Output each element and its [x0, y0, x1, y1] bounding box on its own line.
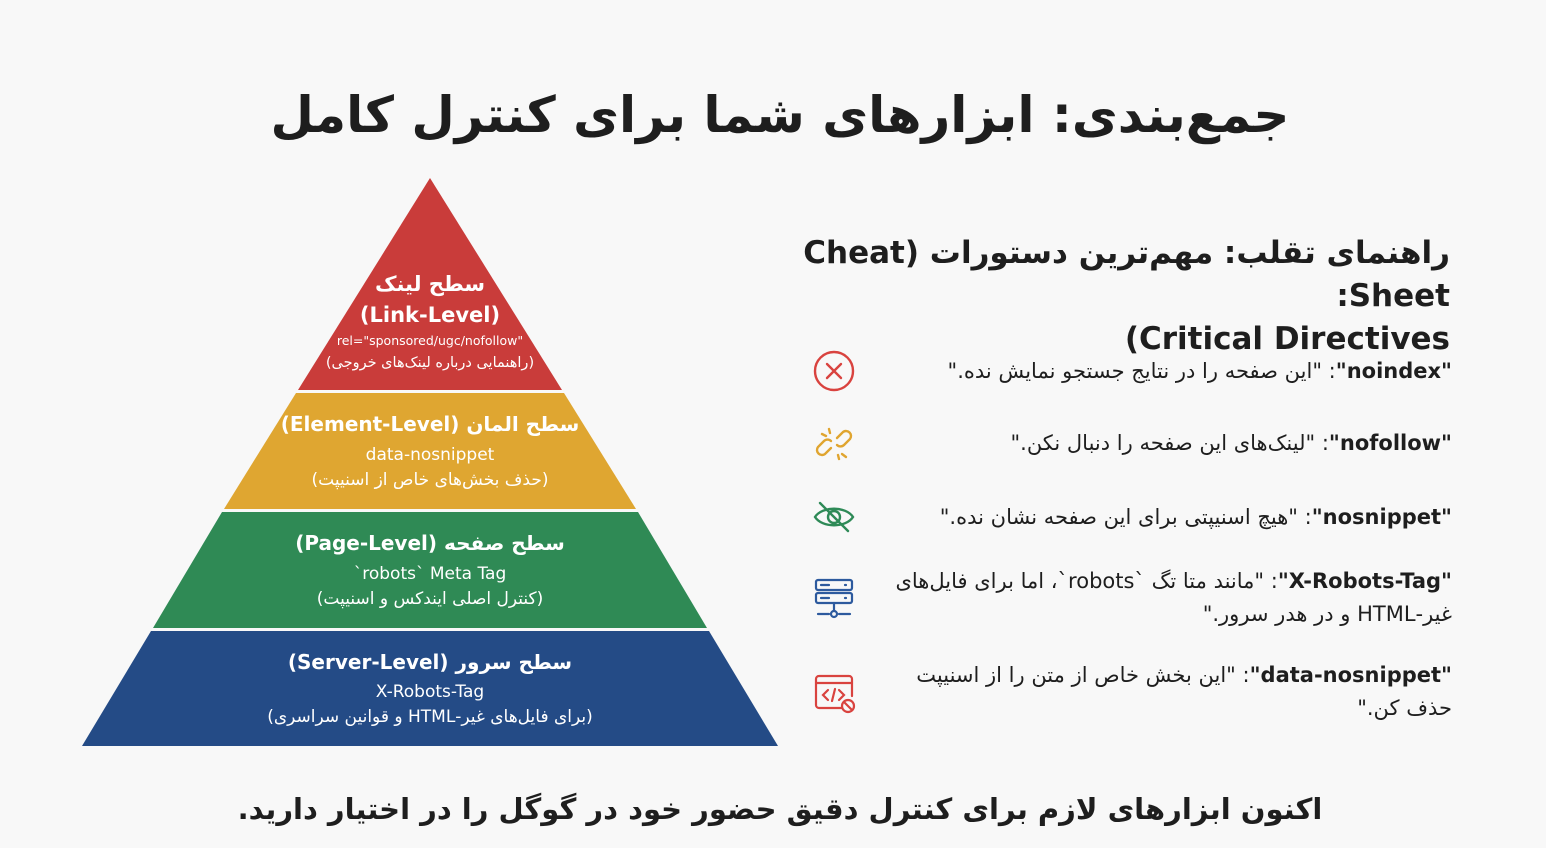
directive-item-x-robots-tag: [812, 565, 1452, 631]
cheat-sheet-title-line2: Critical Directives): [1124, 321, 1450, 357]
directive-item-noindex: [812, 349, 1452, 393]
code-window-blocked-icon: [812, 670, 856, 714]
server-icon: [812, 576, 856, 620]
tier-server-name: سطح سرور (Server-Level): [287, 650, 573, 674]
tier-link-level: (Link-Level): [359, 303, 501, 327]
directive-item-nosnippet: [812, 495, 1452, 539]
tier-server-code: X-Robots-Tag: [375, 682, 485, 702]
eye-slash-icon: [812, 495, 856, 539]
directive-item-nofollow: [812, 421, 1452, 465]
directive-text: [882, 565, 1452, 631]
tier-page-desc: (کنترل اصلی ایندکس و اسنیپت): [316, 589, 544, 609]
cheat-sheet-title-line1: راهنمای تقلب: مهم‌ترین دستورات (Cheat Sheet:: [803, 235, 1450, 314]
directive-text: [882, 659, 1452, 725]
directive-text: [882, 501, 1452, 534]
directive-name: "X-Robots-Tag": [1277, 569, 1452, 593]
directive-desc: : "این صفحه را در نتایج جستجو نمایش نده.": [947, 358, 1336, 383]
tier-link-desc: (راهنمایی درباره لینک‌های خروجی): [325, 355, 535, 371]
broken-link-icon: [812, 421, 856, 465]
tier-server-desc: (برای فایل‌های غیر-HTML و قوانین سراسری): [267, 707, 593, 727]
tier-link-name: سطح لینک: [374, 272, 486, 296]
directive-name: "data-nosnippet": [1249, 663, 1452, 687]
directive-desc: : "این بخش خاص از متن را از اسنیپت حذف کن.": [916, 663, 1452, 720]
directive-name: "nofollow": [1328, 430, 1452, 455]
cheat-sheet-title: [750, 232, 1450, 361]
directive-desc: : "هیچ اسنیپتی برای این صفحه نشان نده.": [939, 504, 1312, 529]
page-title: جمع‌بندی: ابزارهای شما برای کنترل کامل: [270, 86, 1290, 144]
directive-item-data-nosnippet: [812, 659, 1452, 725]
tier-page-name: سطح صفحه (Page-Level): [295, 531, 565, 555]
tier-link-code: rel="sponsored/ugc/nofollow": [336, 333, 524, 348]
directive-name: "nosnippet": [1311, 504, 1452, 529]
directive-name: "noindex": [1335, 358, 1452, 383]
tier-element-code: data-nosnippet: [365, 445, 495, 465]
pyramid-diagram: [0, 0, 860, 760]
directive-text: [882, 355, 1452, 388]
footer-text: اکنون ابزارهای لازم برای کنترل دقیق حضور خود در گوگل را در اختیار دارید.: [237, 792, 1323, 826]
directive-desc: : "لینک‌های این صفحه را دنبال نکن.": [1010, 430, 1329, 455]
directive-desc: : "مانند متا تگ `robots`، اما برای فایل‌های غیر-HTML و در هدر سرور.": [895, 569, 1452, 626]
tier-page-code: `robots` Meta Tag: [353, 564, 507, 584]
tier-element-name: سطح المان (Element-Level): [280, 412, 580, 436]
x-circle-icon: [812, 349, 856, 393]
tier-element-desc: (حذف بخش‌های خاص از اسنیپت): [311, 470, 549, 490]
directive-text: [882, 427, 1452, 460]
